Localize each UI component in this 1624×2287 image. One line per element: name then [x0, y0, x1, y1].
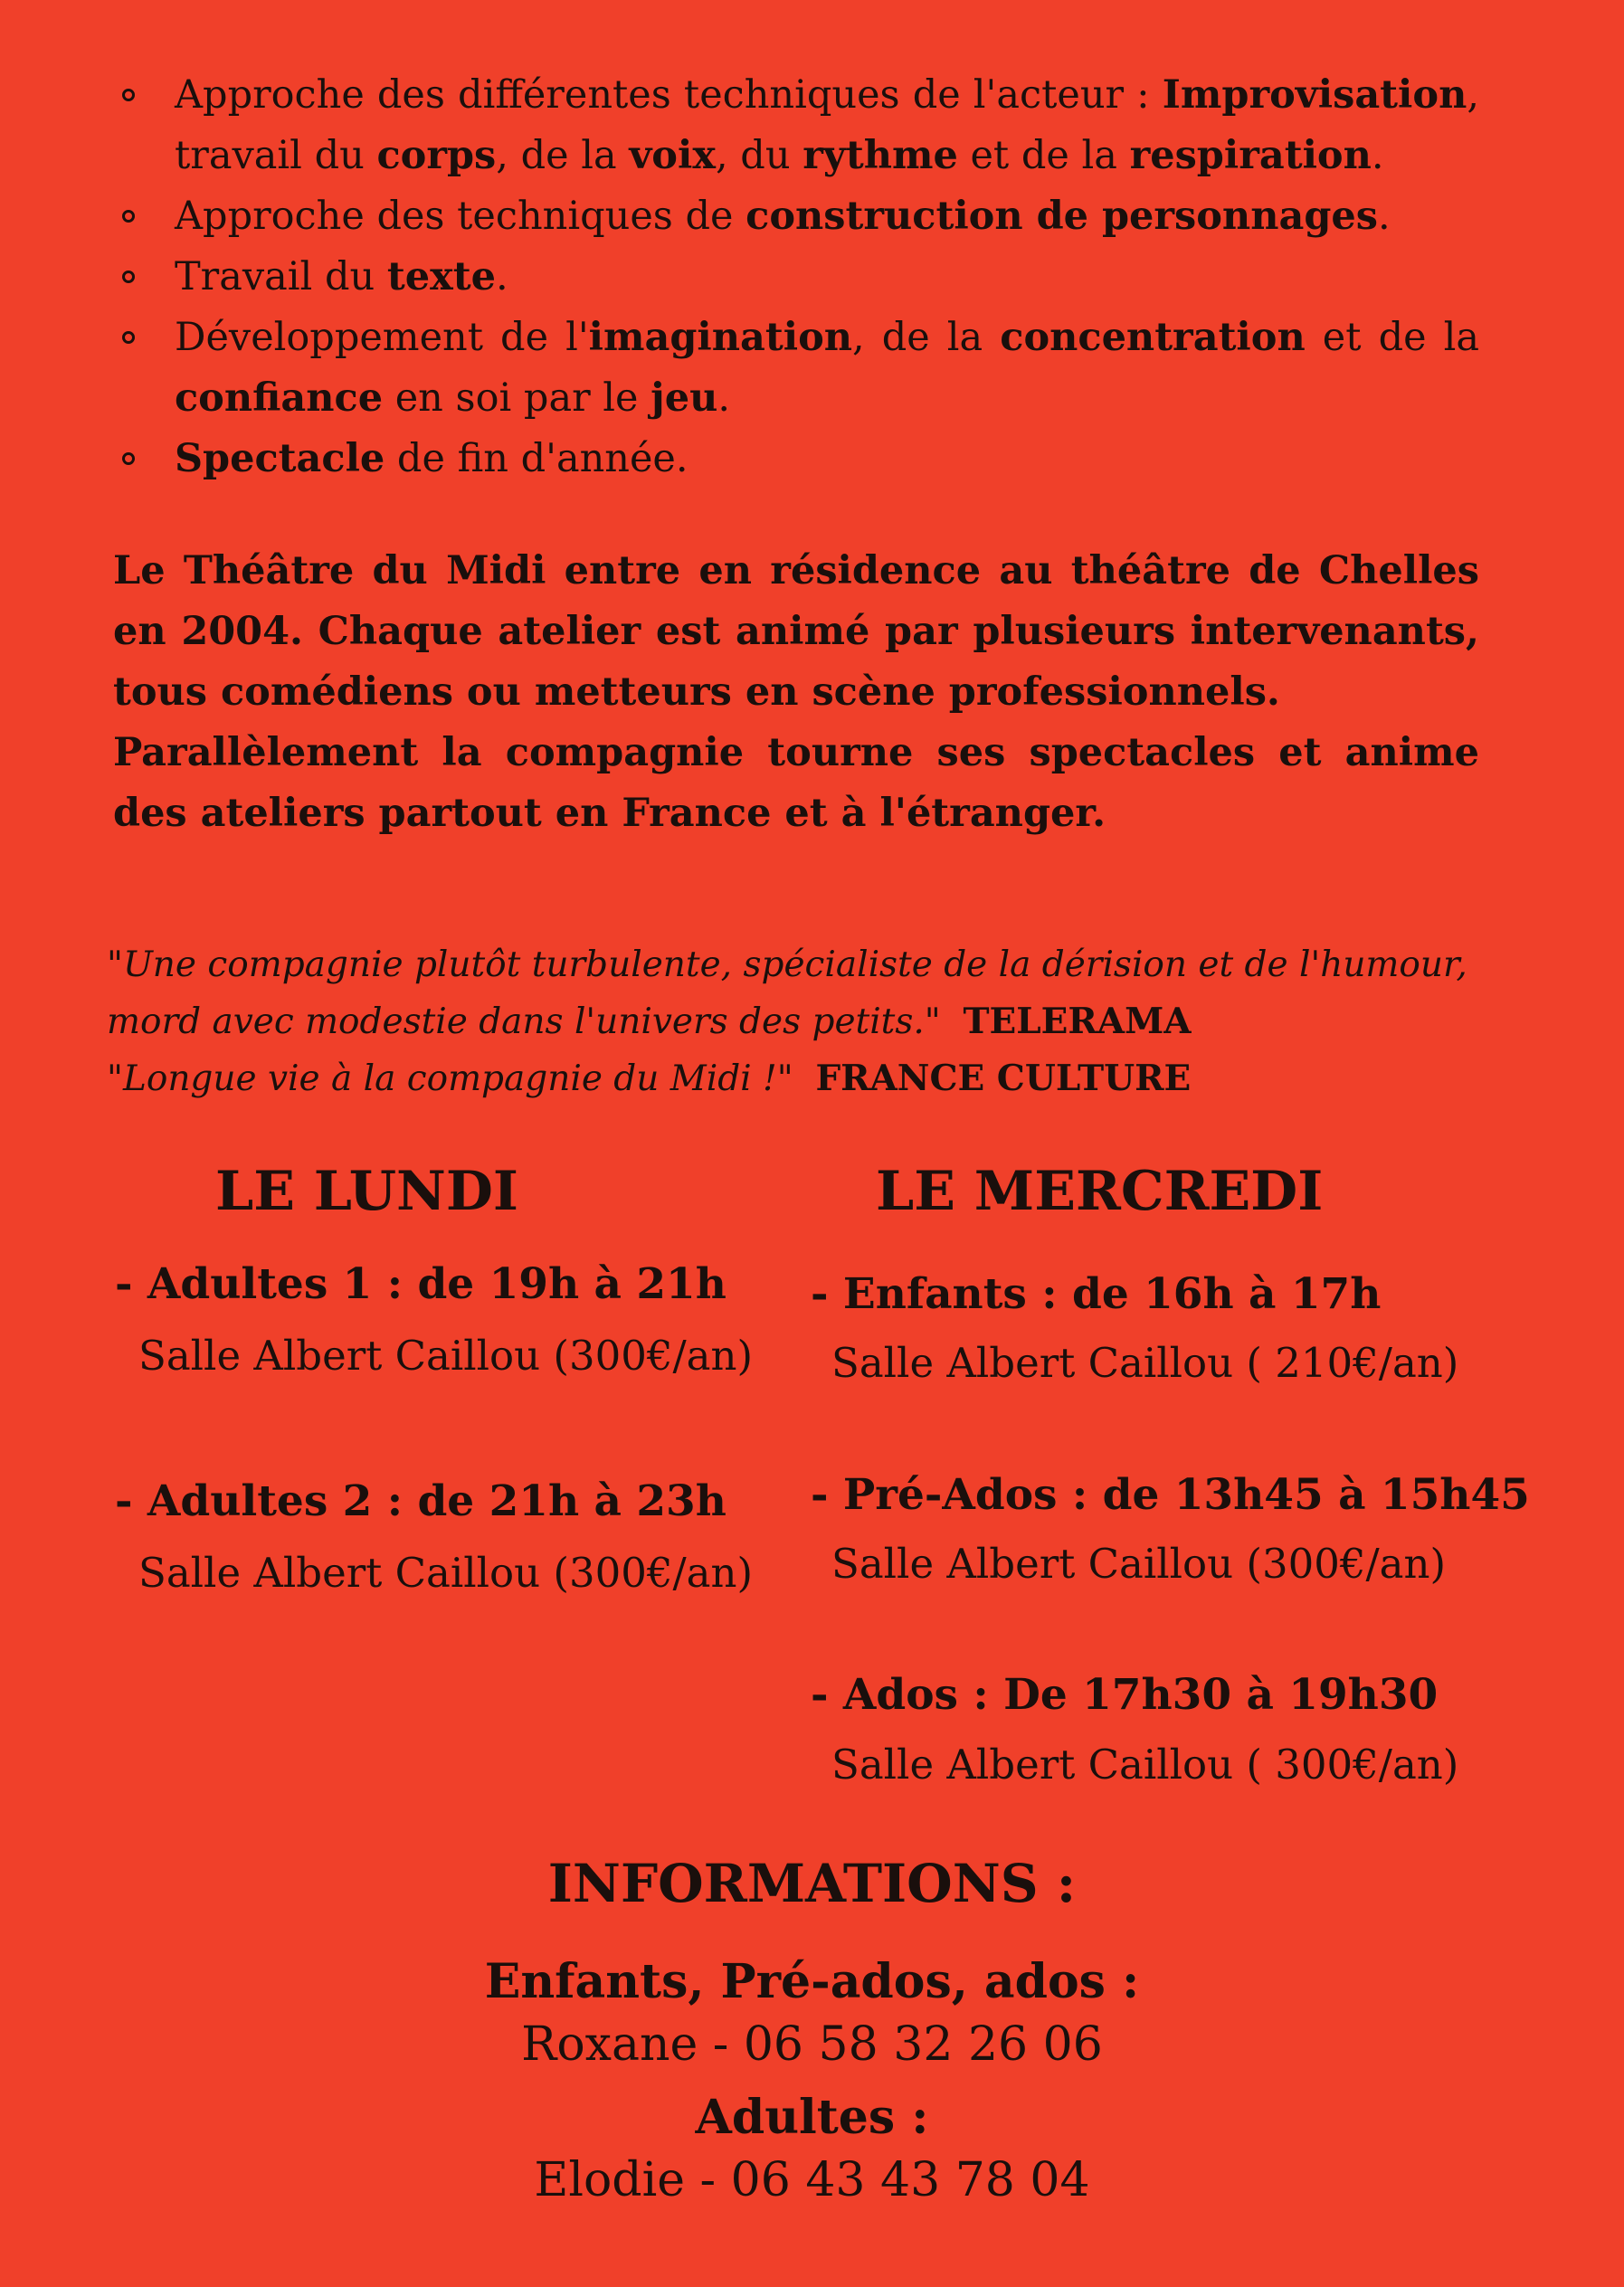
bullet-circle-icon — [122, 89, 135, 101]
list-item-text — [175, 72, 1479, 178]
intro-paragraph-residence: Le Théâtre du Midi entre en résidence au théâtre de Chelles en 2004. Chaque atelier est animé par plusieurs intervenants, tous comédiens ou metteurs en scène professionnels. — [113, 548, 1479, 715]
wednesday-title: LE MERCREDI — [876, 1160, 1324, 1223]
list-item — [113, 247, 1479, 308]
list-item — [113, 65, 1479, 186]
bullet-circle-icon — [122, 331, 135, 344]
informations-heading: INFORMATIONS : — [547, 1853, 1077, 1914]
plain-text: Développement de l' — [175, 315, 589, 360]
list-item — [113, 308, 1479, 429]
plain-text: en soi par le — [383, 375, 651, 421]
company-intro — [113, 541, 1479, 844]
plain-text: . — [495, 254, 508, 299]
monday-slot-adultes-1-title: - Adultes 1 : de 19h à 21h — [115, 1259, 727, 1309]
emphasis-text: Spectacle — [175, 436, 385, 481]
quote-text: "Longue vie à la compagnie du Midi !" — [107, 1058, 793, 1099]
quote-source: FRANCE CULTURE — [815, 1058, 1192, 1099]
quote-source: TELERAMA — [963, 1001, 1192, 1042]
plain-text: , de la — [496, 133, 630, 178]
quote-text: "Une compagnie plutôt turbulente, spécialiste de la dérision et de l'humour, mord avec modestie dans l'univers des petits." — [107, 944, 1467, 1042]
plain-text: , travail du — [175, 72, 1479, 178]
wednesday-slot-enfants-place: Salle Albert Caillou ( 210€/an) — [831, 1339, 1459, 1387]
emphasis-text: Improvisation — [1162, 72, 1467, 118]
course-content-list — [113, 65, 1479, 489]
bullet-circle-icon — [122, 210, 135, 223]
emphasis-text: rythme — [803, 133, 958, 178]
emphasis-text: respiration — [1129, 133, 1372, 178]
list-item — [113, 186, 1479, 247]
bullet-circle-icon — [122, 270, 135, 283]
wednesday-slot-enfants-title: - Enfants : de 16h à 17h — [811, 1269, 1382, 1319]
list-item-text — [175, 194, 1391, 239]
emphasis-text: concentration — [1000, 315, 1306, 360]
kids-contact-phone: Roxane - 06 58 32 26 06 — [521, 2017, 1103, 2072]
plain-text: . — [1371, 133, 1384, 178]
bullet-circle-icon — [122, 452, 135, 465]
intro-paragraph-tour: Parallèlement la compagnie tourne ses spectacles et anime des ateliers partout en France et à l'étranger. — [113, 730, 1479, 836]
list-item-text — [175, 315, 1479, 421]
monday-title: LE LUNDI — [215, 1160, 518, 1223]
monday-slot-adultes-2-title: - Adultes 2 : de 21h à 23h — [115, 1476, 727, 1526]
adults-contact-phone: Elodie - 06 43 43 78 04 — [534, 2153, 1090, 2207]
plain-text: Approche des techniques de — [175, 194, 746, 239]
plain-text: , du — [715, 133, 803, 178]
list-item — [113, 429, 1479, 489]
plain-text: Approche des différentes techniques de l'acteur : — [175, 72, 1163, 118]
emphasis-text: imagination — [588, 315, 853, 360]
wednesday-slot-pre-ados-title: - Pré-Ados : de 13h45 à 15h45 — [811, 1470, 1530, 1520]
plain-text: et de la — [1305, 315, 1479, 360]
emphasis-text: jeu — [651, 375, 718, 421]
plain-text: Travail du — [175, 254, 387, 299]
press-quotes — [107, 937, 1500, 1107]
emphasis-text: corps — [376, 133, 497, 178]
plain-text: de fin d'année. — [385, 436, 689, 481]
wednesday-slot-pre-ados-place: Salle Albert Caillou (300€/an) — [831, 1540, 1447, 1588]
emphasis-text: texte — [386, 254, 496, 299]
adults-contact-heading: Adultes : — [695, 2090, 929, 2145]
plain-text: et de la — [957, 133, 1130, 178]
plain-text: . — [1377, 194, 1391, 239]
plain-text: . — [717, 375, 731, 421]
list-item-text — [175, 436, 689, 481]
quote-france-culture — [107, 1050, 1500, 1107]
emphasis-text: construction de personnages — [746, 194, 1378, 239]
wednesday-slot-ados-title: - Ados : De 17h30 à 19h30 — [811, 1670, 1439, 1720]
monday-slot-adultes-1-place: Salle Albert Caillou (300€/an) — [138, 1332, 754, 1380]
wednesday-slot-ados-place: Salle Albert Caillou ( 300€/an) — [831, 1741, 1459, 1789]
quote-telerama — [107, 937, 1500, 1050]
kids-contact-heading: Enfants, Pré-ados, ados : — [484, 1954, 1140, 2009]
list-item-text — [175, 254, 508, 299]
monday-slot-adultes-2-place: Salle Albert Caillou (300€/an) — [138, 1549, 754, 1597]
emphasis-text: confiance — [175, 375, 384, 421]
plain-text: , de la — [852, 315, 1001, 360]
emphasis-text: voix — [629, 133, 716, 178]
